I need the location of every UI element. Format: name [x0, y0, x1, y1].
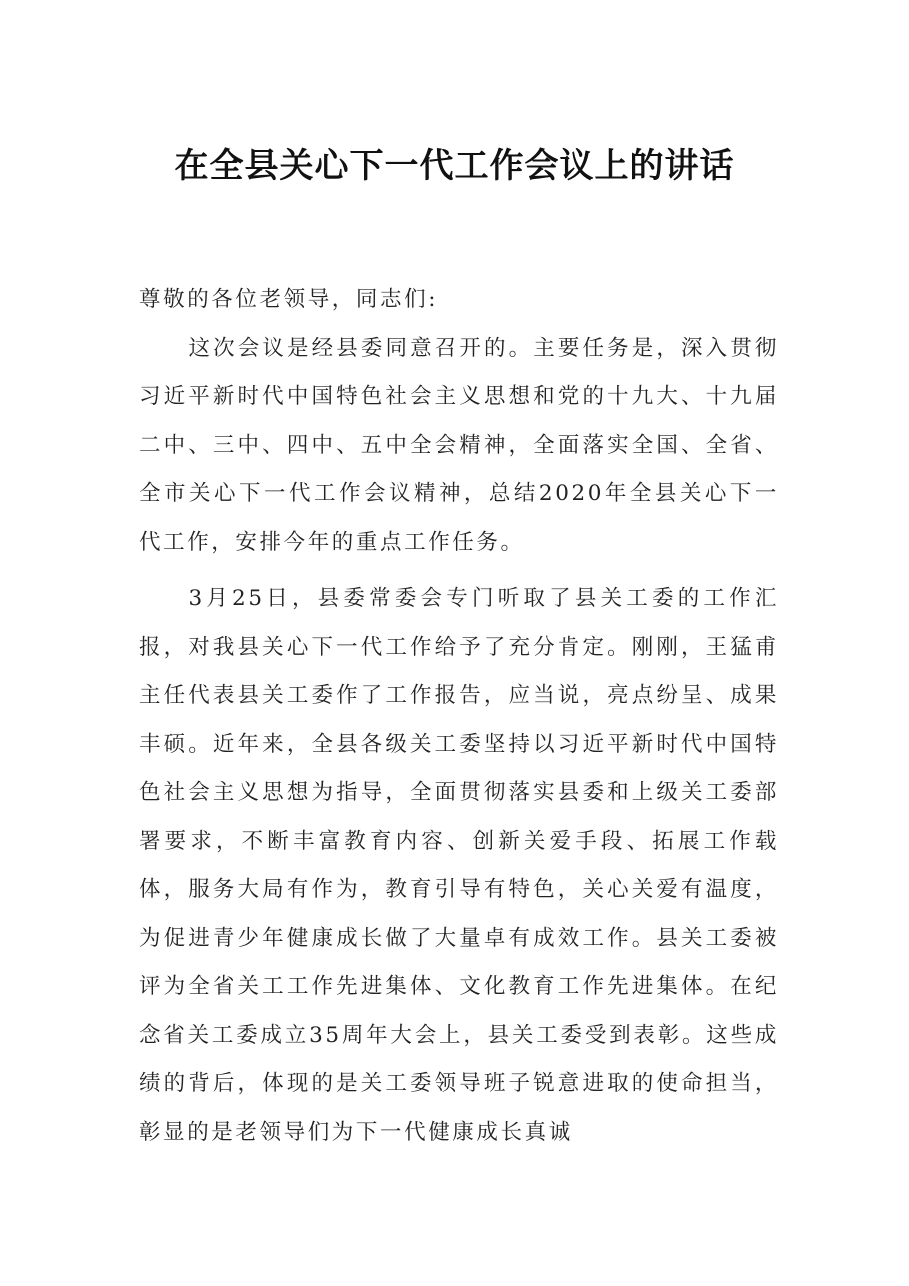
paragraph-2: 3月25日，县委常委会专门听取了县关工委的工作汇报，对我县关心下一代工作给予了充分肯定。刚刚，王猛甫主任代表县关工委作了工作报告，应当说，亮点纷呈、成果丰硕。近年来，全县各级关工委坚持以习近平新时代中国特色社会主义思想为指导，全面贯彻落实县委和上级关工委部署要求，不断丰富教育内容、创新关爱手段、拓展工作载体，服务大局有作为，教育引导有特色，关心关爱有温度，为促进青少年健康成长做了大量卓有成效工作。县关工委被评为全省关工工作先进集体、文化教育工作先进集体。在纪念省关工委成立35周年大会上，县关工委受到表彰。这些成绩的背后，体现的是关工委领导班子锐意进取的使命担当，彰显的是老领导们为下一代健康成长真诚	[139, 586, 779, 1145]
paragraph-1: 这次会议是经县委同意召开的。主要任务是，深入贯彻习近平新时代中国特色社会主义思想和党的十九大、十九届二中、三中、四中、五中全会精神，全面落实全国、全省、全市关心下一代工作会议精神，总结2020年全县关心下一代工作，安排今年的重点工作任务。	[139, 335, 779, 555]
salutation: 尊敬的各位老领导，同志们:	[139, 287, 439, 312]
document-body	[139, 276, 779, 1157]
document-title: 在全县关心下一代工作会议上的讲话	[174, 146, 735, 186]
